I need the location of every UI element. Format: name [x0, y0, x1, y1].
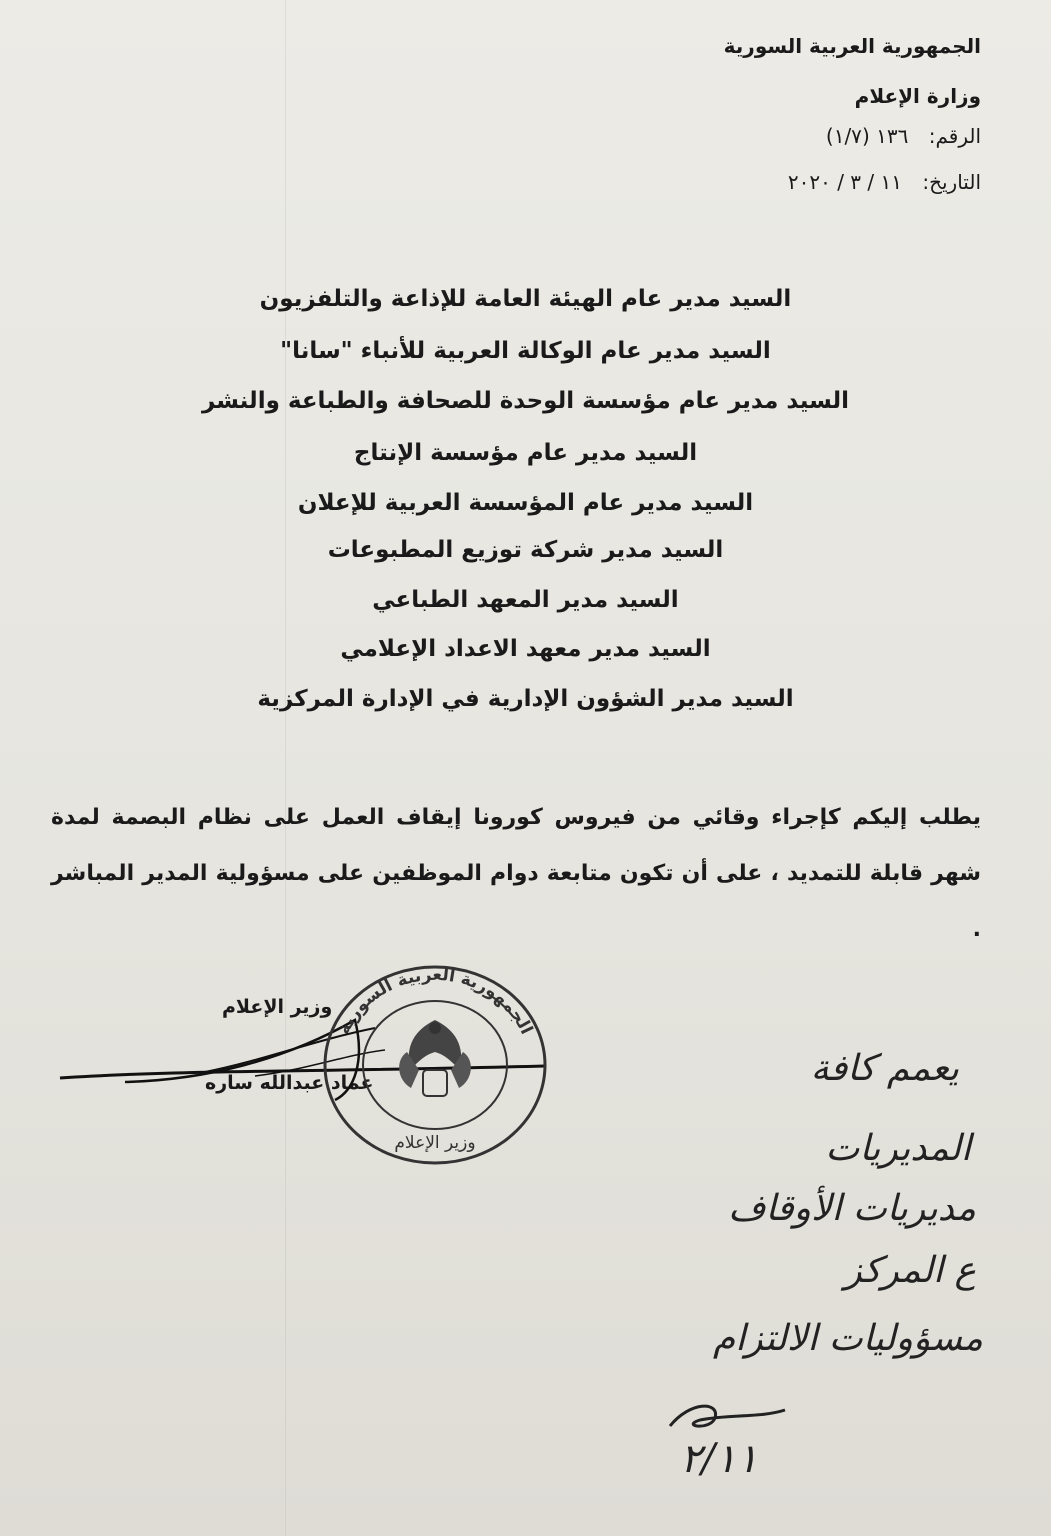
paper-crease	[285, 0, 286, 1536]
document-date	[788, 170, 981, 194]
handwritten-note: مديريات الأوقاف	[728, 1188, 976, 1229]
signature-title: وزير الإعلام	[222, 996, 333, 1018]
addressee-line: السيد مدير عام مؤسسة الإنتاج	[353, 440, 698, 466]
addressee-line: السيد مدير عام مؤسسة الوحدة للصحافة والطباعة والنشر	[201, 388, 850, 414]
addressee-line: السيد مدير الشؤون الإدارية في الإدارة المركزية	[257, 686, 794, 712]
handwritten-initial	[660, 1396, 790, 1436]
eagle-emblem-icon	[399, 1020, 471, 1096]
handwritten-note: مسؤوليات الالتزام	[712, 1318, 983, 1359]
reference-number	[826, 124, 981, 148]
handwritten-note: ع المركز	[844, 1250, 976, 1291]
reference-label: الرقم:	[928, 124, 981, 148]
date-label: التاريخ:	[922, 170, 981, 194]
stamp-ring-text: الجمهورية العربية السورية	[333, 964, 537, 1038]
stamp-bottom-text: وزير الإعلام	[394, 1133, 476, 1153]
signature-name: عماد عبدالله ساره	[205, 1072, 374, 1094]
body-line-1: يطلب إليكم كإجراء وقائي من فيروس كورونا إيقاف العمل على نظام البصمة لمدة	[51, 805, 981, 830]
official-stamp	[315, 960, 555, 1170]
addressee-line: السيد مدير شركة توزيع المطبوعات	[327, 537, 724, 563]
addressee-line: السيد مدير معهد الاعداد الإعلامي	[340, 636, 711, 662]
date-value: ١١ / ٣ / ٢٠٢٠	[787, 170, 902, 194]
handwritten-date: ٢/١١	[680, 1436, 758, 1482]
addressee-line: السيد مدير عام الهيئة العامة للإذاعة والتلفزيون	[259, 286, 792, 312]
handwritten-note: المديريات	[825, 1128, 971, 1169]
country-name: الجمهورية العربية السورية	[723, 34, 981, 58]
addressee-line: السيد مدير عام المؤسسة العربية للإعلان	[297, 490, 754, 516]
addressee-line: السيد مدير المعهد الطباعي	[372, 587, 679, 613]
addressee-line: السيد مدير عام الوكالة العربية للأنباء "سانا"	[280, 338, 771, 364]
handwritten-note: يعمم كافة	[810, 1048, 959, 1089]
body-line-2: شهر قابلة للتمديد ، على أن تكون متابعة دوام الموظفين على مسؤولية المدير المباشر .	[51, 861, 981, 942]
reference-value: ١٣٦ (١/٧)	[825, 124, 909, 148]
ministry-name: وزارة الإعلام	[854, 84, 981, 108]
